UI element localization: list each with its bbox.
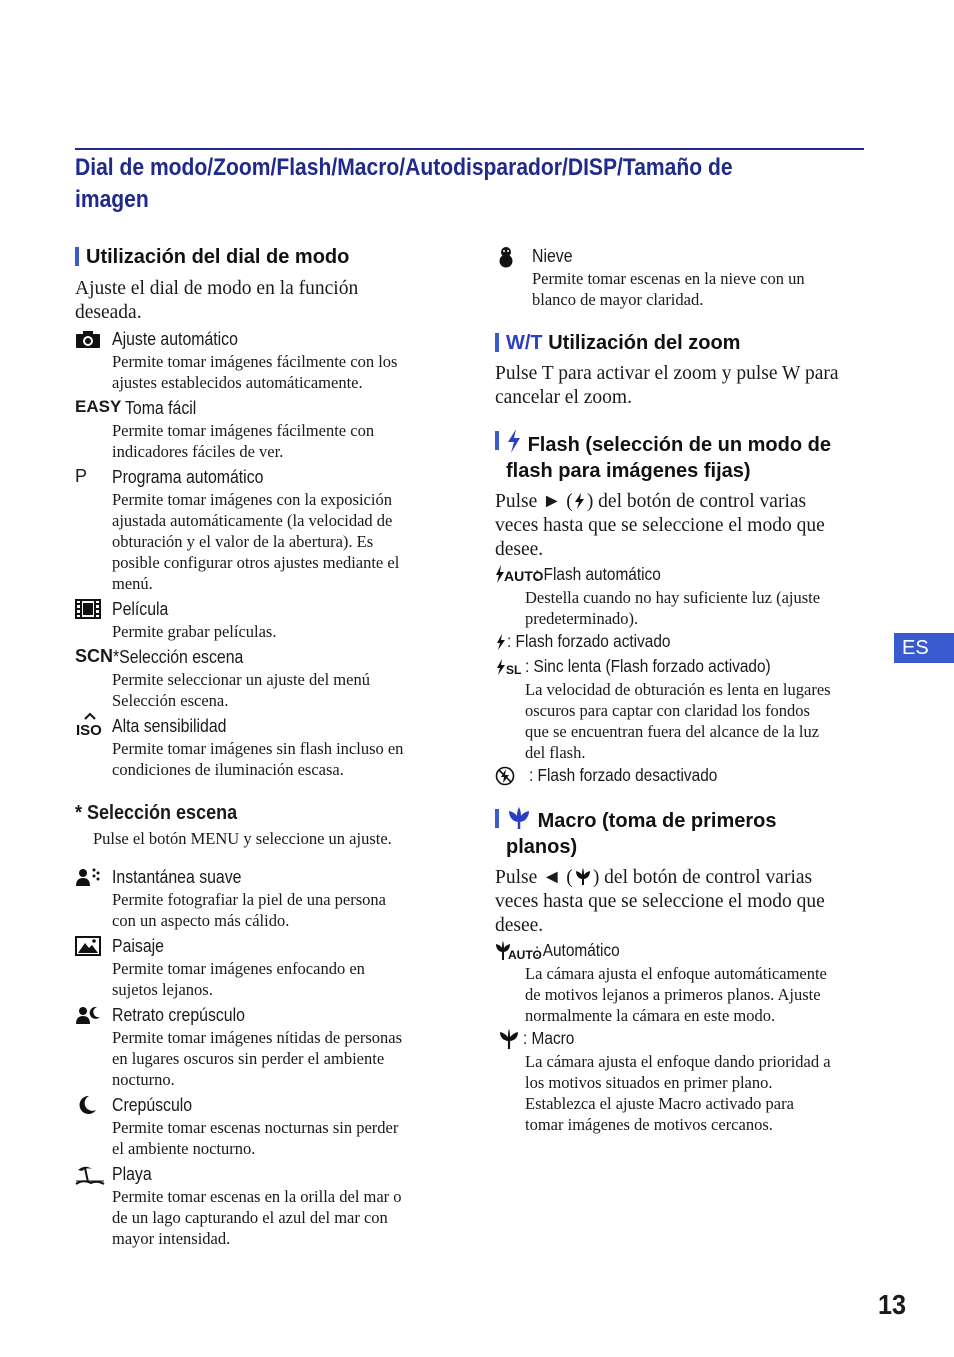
mode-movie-desc: Permite grabar películas. [112, 622, 277, 641]
program-icon: P [75, 466, 88, 486]
flash-on-icon [495, 633, 507, 651]
macro-on-desc: La cámara ajusta el enfoque dando prioridad a los motivos situados en primer plano. Establezca el ajuste Macro activado para tomar imágenes de motivos cercanos. [525, 1052, 831, 1134]
page-title-line-1: Dial de modo/Zoom/Flash/Macro/Autodisparador/DISP/Tamaño de [75, 154, 733, 181]
beach-icon [75, 1164, 107, 1184]
flash-icon-circle [573, 492, 587, 510]
soft-snap-icon [75, 867, 107, 887]
scene-twilight: Crepúsculo [75, 1093, 445, 1117]
macro-icon-inline [573, 866, 593, 886]
flash-heading: Flash (selección de un modo de flash para imágenes fijas) [495, 428, 865, 484]
flash-text: Pulse ► ( ) del botón de control varias veces hasta que se seleccione el modo que desee. [495, 491, 825, 560]
macro-auto-icon [495, 940, 542, 962]
scene-soft-snap-desc: Permite fotografiar la piel de una persona con un aspecto más cálido. [112, 890, 386, 930]
mode-easy-desc: Permite tomar imágenes fácilmente con indicadores fáciles de ver. [112, 421, 375, 461]
language-tab: ES [894, 633, 954, 663]
svg-text:AUTO: AUTO [504, 568, 544, 584]
camera-icon [75, 329, 107, 349]
right-column [495, 244, 865, 1135]
flash-icon [506, 428, 522, 454]
flash-off: : Flash forzado desactivado [495, 763, 865, 788]
dial-intro: Ajuste el dial de modo en la función deseada. [75, 278, 359, 323]
scene-landscape-desc: Permite tomar imágenes enfocando en sujetos lejanos. [112, 959, 365, 999]
scene-heading: * Selección escena [75, 802, 238, 824]
iso-icon [75, 712, 107, 739]
dial-heading: Utilización del dial de modo [75, 244, 445, 270]
easy-icon: EASY [75, 397, 122, 416]
mode-program: P Programa automático [75, 466, 264, 487]
flash-auto: AUTO : Flash automático [495, 562, 865, 587]
section-marker [495, 333, 499, 352]
section-marker [495, 431, 499, 450]
title-rule [75, 148, 864, 150]
scene-subtext: Pulse el botón MENU y seleccione un ajuste. [93, 829, 392, 848]
section-marker [75, 247, 79, 266]
mode-easy: EASY Toma fácil [75, 397, 197, 418]
scene-twilight-portrait: Retrato crepúsculo [75, 1003, 445, 1027]
mode-movie: Película [75, 597, 445, 621]
svg-text:ISO: ISO [76, 722, 102, 739]
svg-text:AUTO: AUTO [508, 948, 542, 962]
scene-beach: Playa [75, 1162, 445, 1186]
macro-text: Pulse ◄ ( ) del botón de control varias veces hasta que se seleccione el modo que desee. [495, 867, 825, 936]
scene-beach-desc: Permite tomar escenas en la orilla del mar o de un lago capturando el azul del mar con mayor intensidad. [112, 1187, 402, 1248]
mode-program-desc: Permite tomar imágenes con la exposición ajustada automáticamente (la velocidad de obturación y el valor de la abertura). Es posible configurar otros ajustes mediante el menú. [112, 490, 400, 593]
flash-slow-sync-desc: La velocidad de obturación es lenta en lugares oscuros para captar con claridad los fondos que se encuentran fuera del alcance de la luz del flash. [525, 680, 831, 762]
twilight-portrait-icon [75, 1005, 107, 1025]
macro-on-icon [498, 1028, 520, 1050]
macro-auto-desc: La cámara ajusta el enfoque automáticamente de motivos lejanos a primeros planos. Ajuste normalmente la cámara en este modo. [525, 964, 827, 1025]
section-marker [495, 809, 499, 828]
scene-twilight-portrait-desc: Permite tomar imágenes nítidas de personas en lugares oscuros sin perder el ambiente nocturno. [112, 1028, 403, 1089]
flash-slow-sync: SL : Sinc lenta (Flash forzado activado) [495, 654, 865, 679]
page-title [75, 152, 754, 216]
landscape-icon [75, 936, 107, 956]
page-title-line-2: imagen [75, 186, 149, 213]
moon-icon [75, 1095, 107, 1115]
mode-scene-desc: Permite seleccionar un ajuste del menú Selección escena. [112, 670, 370, 710]
macro-heading: Macro (toma de primeros planos) [495, 806, 865, 860]
flash-auto-icon [495, 564, 544, 584]
flash-on: : Flash forzado activado [495, 629, 865, 654]
scn-icon: SCN [75, 646, 114, 666]
film-icon [75, 599, 107, 619]
macro-auto: AUTO : Automático [495, 938, 865, 963]
mode-scene: SCN *Selección escena [75, 646, 244, 667]
zoom-heading: W/T Utilización del zoom [495, 330, 865, 356]
scene-snow: Nieve [495, 244, 865, 268]
flash-slow-sync-icon [495, 658, 525, 676]
scene-snow-desc: Permite tomar escenas en la nieve con un blanco de mayor claridad. [532, 269, 805, 309]
snow-icon [495, 246, 527, 266]
macro-icon [506, 806, 532, 830]
left-column [75, 244, 445, 1249]
scene-soft-snap: Instantánea suave [75, 865, 445, 889]
scene-twilight-desc: Permite tomar escenas nocturnas sin perder el ambiente nocturno. [112, 1118, 399, 1158]
page-number: 13 [878, 1289, 907, 1320]
mode-high-iso-desc: Permite tomar imágenes sin flash incluso en condiciones de iluminación escasa. [112, 739, 404, 779]
wt-label: W/T [506, 332, 543, 354]
flash-auto-desc: Destella cuando no hay suficiente luz (ajuste predeterminado). [525, 588, 821, 628]
zoom-text: Pulse T para activar el zoom y pulse W para cancelar el zoom. [495, 363, 839, 408]
flash-off-icon [495, 766, 517, 786]
macro-on: : Macro [495, 1026, 865, 1051]
mode-high-iso: ISO Alta sensibilidad [75, 714, 445, 738]
svg-text:SL: SL [506, 663, 522, 677]
scene-landscape: Paisaje [75, 934, 445, 958]
mode-auto-desc: Permite tomar imágenes fácilmente con los ajustes establecidos automáticamente. [112, 352, 398, 392]
mode-auto: Ajuste automático [75, 327, 445, 351]
